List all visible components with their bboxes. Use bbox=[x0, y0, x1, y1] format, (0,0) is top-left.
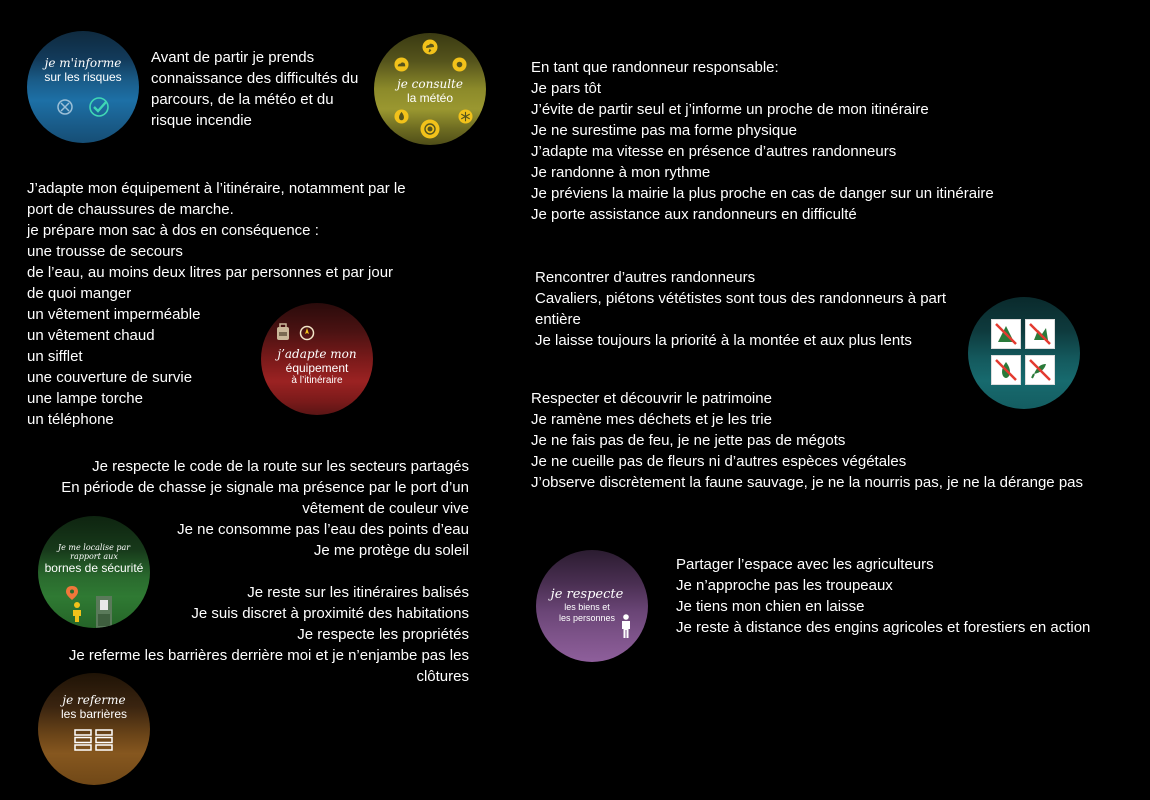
responsable-line: En tant que randonneur responsable: bbox=[531, 59, 779, 76]
rencontre-line: entière bbox=[535, 311, 581, 328]
barrieres-badge bbox=[38, 673, 150, 785]
risques-text bbox=[151, 47, 358, 131]
risques-text-line: risque incendie bbox=[151, 112, 252, 129]
rencontre-text bbox=[535, 267, 946, 351]
gate-icon bbox=[74, 729, 114, 751]
equipement-line: de quoi manger bbox=[27, 285, 132, 302]
patrimoine-line: J’observe discrètement la faune sauvage, je ne la nourris pas, je ne la dérange pas bbox=[531, 474, 1084, 491]
bright-sun-icon bbox=[420, 119, 440, 139]
equipement-line: J’adapte mon équipement à l’itinéraire, notamment par le bbox=[27, 180, 406, 197]
route-line: Je respecte le code de la route sur les secteurs partagés bbox=[92, 458, 469, 475]
patrimoine-line: Je ne fais pas de feu, je ne jette pas de mégots bbox=[531, 432, 846, 449]
agriculteurs-line: Partager l’espace avec les agriculteurs bbox=[676, 556, 934, 573]
equipement-line: de l’eau, au moins deux litres par personnes et par jour bbox=[27, 264, 394, 281]
equipement-badge-line3: à l’itinéraire bbox=[291, 374, 343, 386]
equipement-badge bbox=[261, 303, 373, 415]
equipement-line: un vêtement imperméable bbox=[27, 306, 201, 323]
equipement-line: une trousse de secours bbox=[27, 243, 183, 260]
route-line: Je ne consomme pas l’eau des points d’eau bbox=[177, 521, 469, 538]
equipement-line: un sifflet bbox=[27, 348, 83, 365]
itineraires-line: Je referme les barrières derrière moi et je n’enjambe pas les bbox=[68, 647, 469, 664]
info-risques-badge bbox=[27, 31, 139, 143]
patrimoine-text bbox=[531, 388, 1083, 493]
itineraires-line: clôtures bbox=[416, 668, 469, 685]
no-picking-icon bbox=[1025, 355, 1055, 385]
forbidden-icon bbox=[56, 98, 74, 116]
snowflake-icon bbox=[458, 109, 473, 124]
itineraires-line: Je reste sur les itinéraires balisés bbox=[247, 584, 469, 601]
route-line: vêtement de couleur vive bbox=[302, 500, 469, 517]
meteo-badge-line2: la météo bbox=[406, 91, 454, 105]
check-icon bbox=[88, 96, 110, 118]
meteo-badge bbox=[374, 33, 486, 145]
respect-badge-line2: les biens et bbox=[564, 602, 610, 612]
equipement-line: une couverture de survie bbox=[27, 369, 193, 386]
no-camping-icon bbox=[991, 319, 1021, 349]
patrimoine-line: Je ramène mes déchets et je les trie bbox=[531, 411, 772, 428]
agriculteurs-line: Je reste à distance des engins agricoles et forestiers en action bbox=[676, 619, 1091, 636]
agriculteurs-text bbox=[676, 554, 1090, 638]
rencontre-line: Je laisse toujours la priorité à la montée et aux plus lents bbox=[535, 332, 912, 349]
route-line: En période de chasse je signale ma présence par le port d’un bbox=[61, 479, 469, 496]
equipement-badge-line2: équipement bbox=[285, 360, 349, 375]
itineraires-line: Je suis discret à proximité des habitations bbox=[191, 605, 469, 622]
patrimoine-line: Je ne cueille pas de fleurs ni d’autres espèces végétales bbox=[531, 453, 907, 470]
rencontre-line: Cavaliers, piétons vététistes sont tous des randonneurs à part bbox=[535, 290, 947, 307]
storm-cloud-icon bbox=[422, 39, 438, 55]
backpack-icon bbox=[275, 323, 291, 341]
barrieres-badge-line1: je referme bbox=[62, 693, 126, 707]
equipement-line: je prépare mon sac à dos en conséquence : bbox=[27, 222, 319, 239]
responsable-line: Je préviens la mairie la plus proche en cas de danger sur un itinéraire bbox=[531, 185, 994, 202]
risques-text-line: connaissance des difficultés du bbox=[151, 70, 359, 87]
responsable-line: J’adapte ma vitesse en présence d’autres randonneurs bbox=[531, 143, 897, 160]
sun-icon bbox=[452, 57, 467, 72]
compass-icon bbox=[299, 325, 315, 341]
itineraires-line: Je respecte les propriétés bbox=[297, 626, 469, 643]
equipement-badge-line1: j’adapte mon bbox=[277, 346, 357, 361]
no-fire-icon bbox=[991, 355, 1021, 385]
bornes-badge-line2: rapport aux bbox=[70, 552, 118, 561]
responsable-line: J’évite de partir seul et j’informe un proche de mon itinéraire bbox=[531, 101, 929, 118]
responsable-line: Je pars tôt bbox=[531, 80, 602, 97]
respect-badge bbox=[536, 550, 648, 662]
responsable-line: Je randonne à mon rythme bbox=[531, 164, 711, 181]
route-line: Je me protège du soleil bbox=[313, 542, 469, 559]
risques-badge-line2: sur les risques bbox=[44, 70, 122, 84]
meteo-badge-line1: je consulte bbox=[397, 77, 463, 91]
equipement-line: un vêtement chaud bbox=[27, 327, 155, 344]
barrieres-badge-line2: les barrières bbox=[60, 707, 128, 721]
responsable-line: Je porte assistance aux randonneurs en difficulté bbox=[531, 206, 857, 223]
equipement-line: une lampe torche bbox=[27, 390, 143, 407]
no-hunting-icon bbox=[1025, 319, 1055, 349]
agriculteurs-line: Je tiens mon chien en laisse bbox=[676, 598, 865, 615]
rencontre-line: Rencontrer d’autres randonneurs bbox=[535, 269, 756, 286]
responsable-text bbox=[531, 57, 994, 225]
respect-badge-line1: je respecte bbox=[550, 587, 624, 602]
respect-badge-line3: les personnes bbox=[558, 613, 616, 623]
equipement-line: port de chaussures de marche. bbox=[27, 201, 234, 218]
bornes-badge-line3: bornes de sécurité bbox=[44, 561, 144, 575]
equipement-line: un téléphone bbox=[27, 411, 114, 428]
risques-text-line: Avant de partir je prends bbox=[151, 49, 315, 66]
person-icon bbox=[621, 614, 631, 638]
itineraires-text bbox=[30, 582, 469, 687]
patrimoine-line: Respecter et découvrir le patrimoine bbox=[531, 390, 772, 407]
drop-icon bbox=[394, 109, 409, 124]
bornes-badge-line1: Je me localise par bbox=[57, 543, 131, 552]
risques-badge-line1: je m'informe bbox=[44, 56, 122, 70]
agriculteurs-line: Je n’approche pas les troupeaux bbox=[676, 577, 893, 594]
responsable-line: Je ne surestime pas ma forme physique bbox=[531, 122, 797, 139]
cloud-icon bbox=[394, 57, 409, 72]
risques-text-line: parcours, de la météo et du bbox=[151, 91, 334, 108]
